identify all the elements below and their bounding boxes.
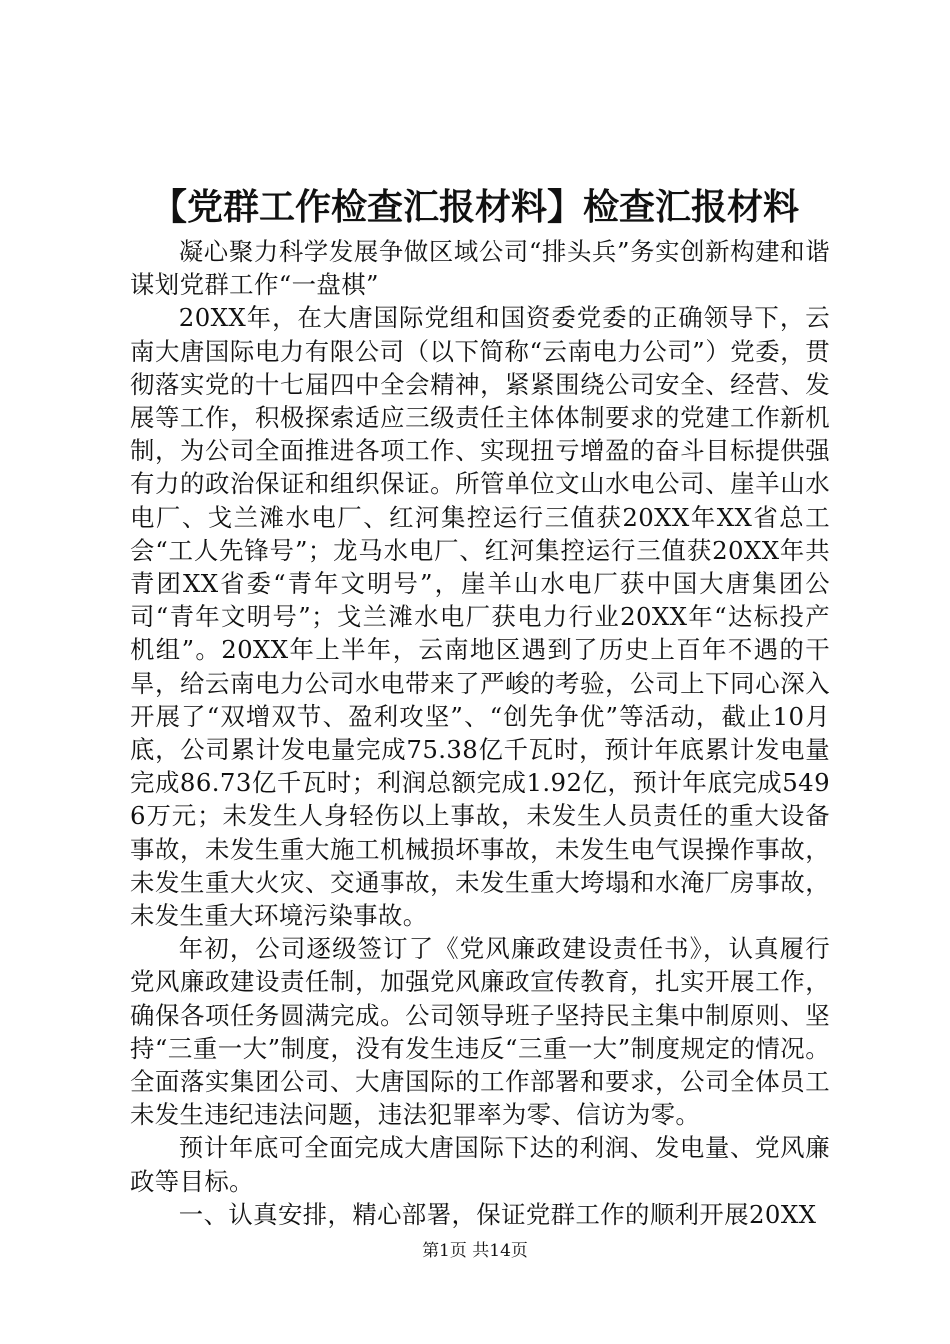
document-title: 【党群工作检查汇报材料】检查汇报材料 bbox=[150, 186, 799, 228]
document-body bbox=[130, 235, 830, 1231]
paragraph-subtitle: 凝心聚力科学发展争做区域公司“排头兵”务实创新构建和谐谋划党群工作“一盘棋” bbox=[130, 237, 830, 300]
paragraph-integrity: 年初，公司逐级签订了《党风廉政建设责任书》，认真履行党风廉政建设责任制，加强党风廉政宣传教育，扎实开展工作，确保各项任务圆满完成。公司领导班子坚持民主集中制原则、坚持“三重一大”制度，没有发生违反“三重一大”制度规定的情况。全面落实集团公司、大唐国际的工作部署和要求，公司全体员工未发生违纪违法问题，违法犯罪率为零、信访为零。 bbox=[130, 934, 830, 1130]
page-footer: 第1页 共14页 bbox=[422, 1241, 528, 1261]
paragraph-targets: 预计年底可全面完成大唐国际下达的利润、发电量、党风廉政等目标。 bbox=[130, 1133, 830, 1196]
paragraph-section-one: 一、认真安排，精心部署，保证党群工作的顺利开展20XX bbox=[178, 1199, 817, 1229]
paragraph-overview: 20XX年，在大唐国际党组和国资委党委的正确领导下，云南大唐国际电力有限公司（以下简称“云南电力公司”）党委，贯彻落实党的十七届四中全会精神，紧紧围绕公司安全、经营、发展等工作，积极探索适应三级责任主体体制要求的党建工作新机制，为公司全面推进各项工作、实现扭亏增盈的奋斗目标提供强有力的政治保证和组织保证。所管单位文山水电公司、崖羊山水电厂、戈兰滩水电厂、红河集控运行三值获20XX年XX省总工会“工人先锋号”；龙马水电厂、红河集控运行三值获20XX年共青团XX省委“青年文明号”，崖羊山水电厂获中国大唐集团公司“青年文明号”；戈兰滩水电厂获电力行业20XX年“达标投产机组”。20XX年上半年，云南地区遇到了历史上百年不遇的干旱，给云南电力公司水电带来了严峻的考验，公司上下同心深入开展了“双增双节、盈利攻坚”、“创先争优”等活动，截止10月底，公司累计发电量完成75.38亿千瓦时，预计年底累计发电量完成86.73亿千瓦时；利润总额完成1.92亿，预计年底完成5496万元；未发生人身轻伤以上事故，未发生人员责任的重大设备事故，未发生重大施工机械损坏事故，未发生电气误操作事故，未发生重大火灾、交通事故，未发生重大垮塌和水淹厂房事故，未发生重大环境污染事故。 bbox=[130, 303, 831, 931]
